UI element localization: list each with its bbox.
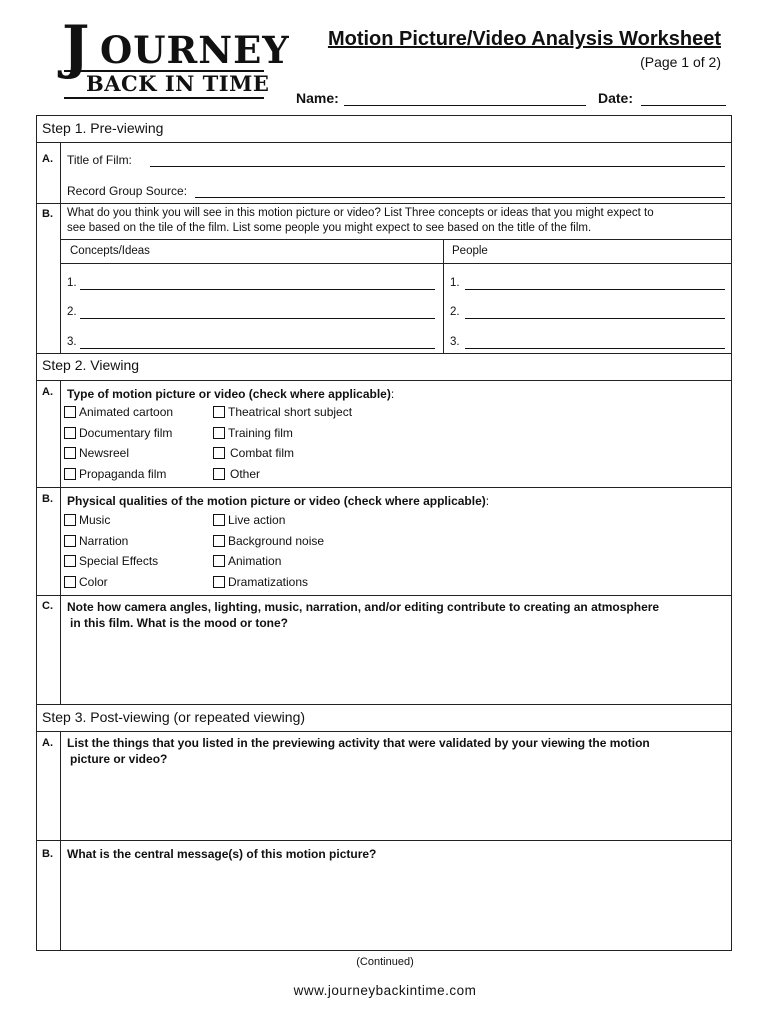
label-narration: Narration — [79, 534, 129, 548]
step2-a-question-text: Type of motion picture or video (check where applicable) — [67, 387, 391, 401]
step3-b-question: What is the central message(s) of this motion picture? — [67, 847, 377, 861]
title-of-film-label: Title of Film: — [67, 153, 132, 167]
checkbox-live-action[interactable] — [213, 514, 225, 526]
people-2-number: 2. — [450, 306, 460, 318]
step2-a-colon: : — [390, 387, 395, 401]
divider — [36, 487, 732, 488]
record-group-field[interactable] — [195, 197, 725, 198]
step1-b-question-line2: see based on the tile of the film. List some people you might expect to see based on the title of the film. — [67, 222, 592, 234]
checkbox-newsreel[interactable] — [64, 447, 76, 459]
label-other: Other — [230, 467, 261, 481]
checkbox-special-effects[interactable] — [64, 555, 76, 567]
people-3-number: 3. — [450, 336, 460, 348]
checkbox-combat-film[interactable] — [213, 447, 225, 459]
people-3-field[interactable] — [465, 348, 725, 349]
checkbox-animation[interactable] — [213, 555, 225, 567]
people-1-field[interactable] — [465, 289, 725, 290]
step2-b-letter: B. — [42, 493, 53, 505]
page-number: (Page 1 of 2) — [640, 54, 721, 70]
checkbox-other[interactable] — [213, 468, 225, 480]
step3-a-letter: A. — [42, 737, 53, 749]
validated-answer-area[interactable] — [62, 770, 730, 838]
title-of-film-field[interactable] — [150, 166, 725, 167]
step3-heading: Step 3. Post-viewing (or repeated viewing) — [42, 709, 306, 725]
checkbox-training-film[interactable] — [213, 427, 225, 439]
label-live-action: Live action — [228, 513, 286, 527]
concept-2-number: 2. — [67, 306, 77, 318]
column-divider — [443, 239, 444, 353]
divider — [36, 353, 732, 354]
label-animated-cartoon: Animated cartoon — [79, 405, 174, 419]
label-combat-film: Combat film — [230, 446, 295, 460]
step2-c-question-line1: Note how camera angles, lighting, music, narration, and/or editing contribute to creating an atmosphere — [67, 600, 660, 614]
concept-1-number: 1. — [67, 277, 77, 289]
divider — [36, 142, 732, 143]
label-color: Color — [79, 575, 108, 589]
step2-heading: Step 2. Viewing — [42, 357, 140, 373]
label-dramatizations: Dramatizations — [228, 575, 309, 589]
name-label: Name: — [296, 90, 339, 106]
step3-a-question-line1: List the things that you listed in the previewing activity that were validated by your viewing the motion — [67, 736, 650, 750]
step2-c-letter: C. — [42, 600, 53, 612]
divider — [36, 840, 732, 841]
website-url: www.journeybackintime.com — [293, 983, 477, 998]
mood-answer-area[interactable] — [62, 634, 730, 702]
logo-initial: J — [62, 13, 90, 81]
letter-column-divider — [60, 142, 61, 353]
label-animation: Animation — [228, 554, 282, 568]
concept-1-field[interactable] — [80, 289, 435, 290]
concept-3-number: 3. — [67, 336, 77, 348]
divider — [36, 203, 732, 204]
name-field[interactable] — [344, 105, 586, 106]
divider — [36, 704, 732, 705]
step2-a-letter: A. — [42, 386, 53, 398]
divider — [36, 595, 732, 596]
checkbox-propaganda-film[interactable] — [64, 468, 76, 480]
logo-subtitle: BACK IN TIME — [86, 71, 270, 96]
checkbox-documentary-film[interactable] — [64, 427, 76, 439]
step2-b-question — [67, 492, 489, 510]
step2-c-question-line2: in this film. What is the mood or tone? — [70, 616, 288, 630]
step1-b-letter: B. — [42, 208, 53, 220]
step3-a-question-line2: picture or video? — [70, 752, 168, 766]
label-newsreel: Newsreel — [79, 446, 130, 460]
worksheet-title: Motion Picture/Video Analysis Worksheet — [327, 28, 721, 50]
record-group-label: Record Group Source: — [67, 184, 188, 198]
letter-column-divider — [60, 731, 61, 951]
central-message-answer-area[interactable] — [62, 866, 730, 948]
continued-note: (Continued) — [356, 956, 414, 968]
people-1-number: 1. — [450, 277, 460, 289]
step2-b-question-text: Physical qualities of the motion picture or video (check where applicable) — [67, 494, 486, 508]
divider — [36, 380, 732, 381]
divider — [60, 263, 732, 264]
checkbox-music[interactable] — [64, 514, 76, 526]
logo-rule-bottom — [64, 97, 264, 99]
step3-b-letter: B. — [42, 848, 53, 860]
concepts-column-header: Concepts/Ideas — [70, 245, 150, 257]
date-label: Date: — [598, 90, 634, 106]
label-music: Music — [79, 513, 111, 527]
people-column-header: People — [452, 245, 488, 257]
letter-column-divider — [60, 380, 61, 704]
concept-3-field[interactable] — [80, 348, 435, 349]
checkbox-narration[interactable] — [64, 535, 76, 547]
label-documentary-film: Documentary film — [79, 426, 173, 440]
label-theatrical-short: Theatrical short subject — [228, 405, 353, 419]
people-2-field[interactable] — [465, 318, 725, 319]
checkbox-background-noise[interactable] — [213, 535, 225, 547]
divider — [36, 731, 732, 732]
label-background-noise: Background noise — [228, 534, 325, 548]
step2-a-question — [67, 385, 394, 403]
step1-a-letter: A. — [42, 153, 53, 165]
checkbox-color[interactable] — [64, 576, 76, 588]
date-field[interactable] — [641, 105, 726, 106]
logo-wordmark: OURNEY — [100, 28, 290, 72]
checkbox-theatrical-short[interactable] — [213, 406, 225, 418]
concept-2-field[interactable] — [80, 318, 435, 319]
step2-b-colon: : — [485, 494, 490, 508]
checkbox-animated-cartoon[interactable] — [64, 406, 76, 418]
label-special-effects: Special Effects — [79, 554, 159, 568]
label-propaganda-film: Propaganda film — [79, 467, 167, 481]
label-training-film: Training film — [228, 426, 293, 440]
step1-b-question-line1: What do you think you will see in this motion picture or video? List Three concepts or ideas that you might expect to — [67, 207, 654, 219]
checkbox-dramatizations[interactable] — [213, 576, 225, 588]
step1-heading: Step 1. Pre-viewing — [42, 120, 164, 136]
divider — [60, 239, 732, 240]
